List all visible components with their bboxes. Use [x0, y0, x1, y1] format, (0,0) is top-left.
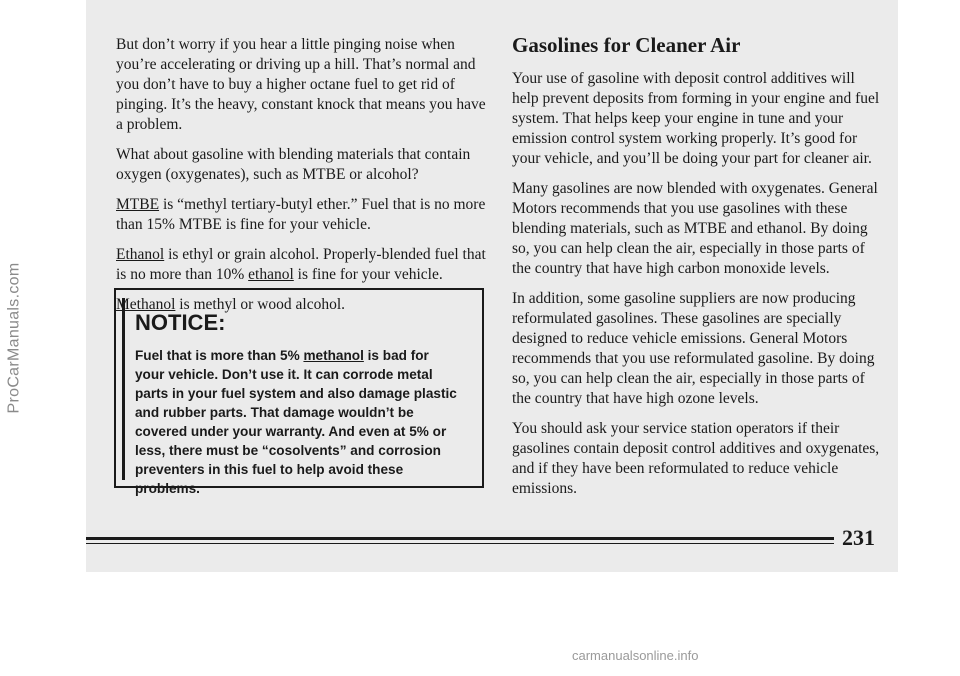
term-ethanol: Ethanol [116, 246, 165, 263]
notice-text-rest: is bad for your vehicle. Don’t use it. It can corrode metal parts in your fuel system and also damage plastic and rubber parts. That damage wouldn’t be covered under your warranty. And even at 5% or less, there must be “cosolvents” and corrosion preventers in this fuel to help avoid these problems. [135, 348, 457, 496]
ethanol-definition-end: is fine for your vehicle. [293, 266, 443, 283]
notice-text-start: Fuel that is more than 5% [135, 348, 304, 363]
paragraph-oxygenates: What about gasoline with blending materials that contain oxygen (oxygenates), such as MTBE or alcohol? [116, 146, 471, 183]
footer-rule-thick [86, 537, 834, 540]
paragraph-reformulated: In addition, some gasoline suppliers are now producing reformulated gasolines. These gasolines are specially designed to reduce vehicle emissions. General Motors recommends that you use reformulated gasoline. By doing so, you can help clean the air, especially in those parts of the country that have high ozone levels. [512, 290, 875, 407]
methanol-definition: is methyl or wood alcohol. [175, 296, 346, 313]
side-watermark [0, 0, 28, 676]
paragraph-mtbe [116, 195, 486, 235]
footer-rule-thin [86, 543, 834, 544]
paragraph-ask-station: You should ask your service station operators if their gasolines contain deposit control additives and oxygenates, and if they have been reformulated to reduce vehicle emissions. [512, 420, 880, 497]
paragraph-deposit-control: Your use of gasoline with deposit control additives will help prevent deposits from forming in your engine and fuel system. That helps keep your engine in tune and your emission control system working properly. It’s good for your vehicle, and you’ll be doing your part for cleaner air. [512, 70, 880, 167]
footer-watermark: carmanualsonline.info [572, 648, 699, 663]
notice-inner [122, 298, 476, 496]
notice-term-methanol: methanol [303, 348, 364, 363]
term-methanol: Methanol [116, 296, 176, 313]
paragraph-pinging: But don’t worry if you hear a little pinging noise when you’re accelerating or driving up a hill. That’s normal and you don’t have to buy a higher octane fuel to get rid of pinging. It’s the heavy, constant knock that means you have a problem. [116, 36, 486, 133]
paragraph-ethanol [116, 245, 486, 285]
left-column [116, 35, 486, 325]
term-ethanol-inline: ethanol [248, 266, 294, 283]
term-mtbe: MTBE [116, 196, 160, 213]
mtbe-definition: is “methyl tertiary-butyl ether.” Fuel that is no more than 15% MTBE is fine for your vehicle. [116, 196, 486, 233]
section-heading: Gasolines for Cleaner Air [512, 33, 741, 57]
notice-title: NOTICE: [135, 310, 226, 335]
right-column [512, 35, 882, 509]
side-watermark-text: ProCarManuals.com [5, 262, 22, 414]
notice-text [135, 346, 462, 498]
ethanol-definition: is ethyl or grain alcohol. Properly-blended fuel that is no more than 10% [116, 246, 486, 283]
paragraph-oxygenated-blends: Many gasolines are now blended with oxygenates. General Motors recommends that you use gasolines with these blending materials, such as MTBE and ethanol. By doing so, you can help clean the air, especially in those parts of the country that have high carbon monoxide levels. [512, 180, 878, 277]
notice-box [114, 288, 484, 496]
page-number: 231 [842, 525, 875, 550]
